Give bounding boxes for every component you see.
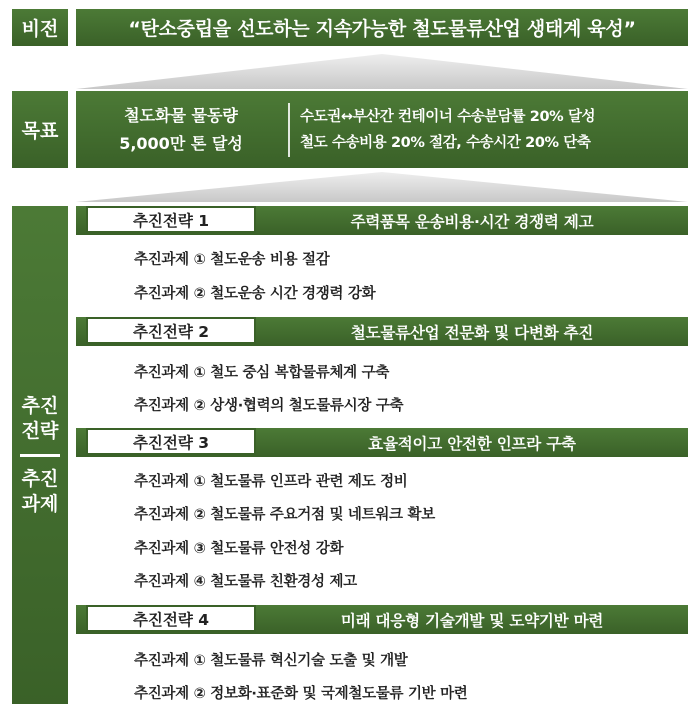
task-item: 추진과제 ② 철도운송 시간 경쟁력 강화 <box>134 286 376 302</box>
strategy-label: 추진전략 4 <box>86 605 256 632</box>
task-item: 추진과제 ① 철도 중심 복합물류체계 구축 <box>134 365 390 381</box>
strategy-title: 효율적이고 안전한 인프라 구축 <box>368 434 576 453</box>
strategy-bar <box>76 605 688 634</box>
goal-detail-line2: 철도 수송비용 20% 절감, 수송시간 20% 단축 <box>300 134 591 151</box>
side-label-top-line1: 추진 <box>21 394 59 417</box>
vision-label: 비전 <box>12 9 68 46</box>
side-label-top-line2: 전략 <box>21 419 59 442</box>
side-label-divider <box>20 454 60 457</box>
task-item: 추진과제 ② 정보화·표준화 및 국제철도물류 기반 마련 <box>134 686 468 702</box>
strategy-label: 추진전략 1 <box>86 206 256 233</box>
goal-main-line2: 5,000만 톤 달성 <box>119 133 243 153</box>
task-item: 추진과제 ③ 철도물류 안전성 강화 <box>134 541 344 557</box>
goal-details <box>300 104 595 156</box>
upward-triangle-connector <box>76 54 688 89</box>
goal-divider <box>288 103 290 157</box>
upward-triangle-connector <box>76 172 688 202</box>
task-item: 추진과제 ② 철도물류 주요거점 및 네트워크 확보 <box>134 507 435 523</box>
strategy-bar <box>76 428 688 457</box>
goal-main-line1: 철도화물 물동량 <box>124 105 238 125</box>
vision-statement: “탄소중립을 선도하는 지속가능한 철도물류산업 생태계 육성” <box>76 9 688 46</box>
goal-main <box>76 102 286 158</box>
strategy-title: 철도물류산업 전문화 및 다변화 추진 <box>350 323 594 342</box>
strategy-title: 주력품목 운송비용·시간 경쟁력 제고 <box>350 212 594 231</box>
goal-detail-line1: 수도권↔부산간 컨테이너 수송분담률 20% 달성 <box>300 108 596 125</box>
goal-box <box>76 91 688 168</box>
strategy-bar <box>76 317 688 346</box>
strategy-task-side-label <box>12 206 68 704</box>
side-label-bottom-line1: 추진 <box>21 467 59 490</box>
task-item: 추진과제 ① 철도운송 비용 절감 <box>134 252 330 268</box>
strategy-label: 추진전략 2 <box>86 317 256 344</box>
strategy-bar <box>76 206 688 235</box>
task-item: 추진과제 ① 철도물류 혁신기술 도출 및 개발 <box>134 653 408 669</box>
task-item: 추진과제 ② 상생·협력의 철도물류시장 구축 <box>134 398 404 414</box>
side-label-bottom-line2: 과제 <box>21 492 59 515</box>
task-item: 추진과제 ① 철도물류 인프라 관련 제도 정비 <box>134 474 408 490</box>
task-item: 추진과제 ④ 철도물류 친환경성 제고 <box>134 574 357 590</box>
strategy-label: 추진전략 3 <box>86 428 256 455</box>
goal-label: 목표 <box>12 91 68 168</box>
strategy-title: 미래 대응형 기술개발 및 도약기반 마련 <box>340 611 604 630</box>
